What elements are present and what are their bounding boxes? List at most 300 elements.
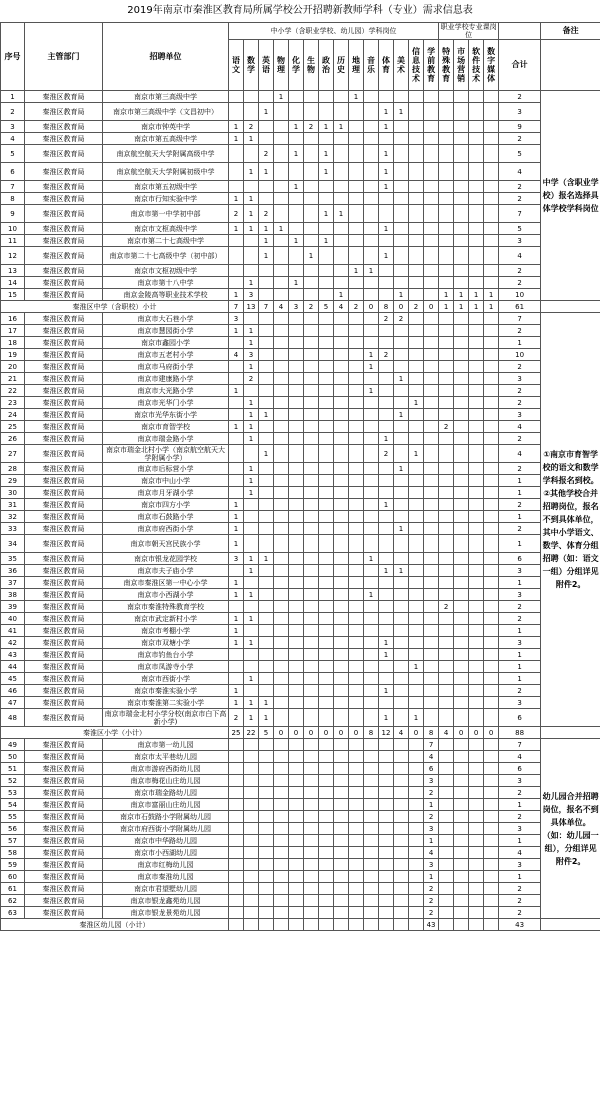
subtotal-count (334, 919, 349, 931)
cell-unit: 南京市文枢初级中学 (103, 265, 229, 277)
cell-count (304, 553, 319, 565)
cell-count (424, 577, 439, 589)
cell-count (334, 103, 349, 121)
cell-count (409, 673, 424, 685)
cell-dept: 秦淮区教育局 (25, 289, 103, 301)
cell-count (274, 739, 289, 751)
cell-dept: 秦淮区教育局 (25, 235, 103, 247)
cell-count (364, 871, 379, 883)
cell-count (469, 499, 484, 511)
cell-unit: 南京市大石巷小学 (103, 313, 229, 325)
cell-count (424, 499, 439, 511)
cell-count (319, 661, 334, 673)
cell-unit: 南京市第一中学初中部 (103, 205, 229, 223)
cell-count (394, 145, 409, 163)
cell-count (484, 895, 499, 907)
cell-count (484, 223, 499, 235)
cell-count (304, 181, 319, 193)
cell-count: 2 (304, 121, 319, 133)
cell-total: 7 (499, 739, 541, 751)
cell-count (409, 697, 424, 709)
cell-count: 1 (379, 685, 394, 697)
cell-count (409, 847, 424, 859)
cell-dept: 秦淮区教育局 (25, 313, 103, 325)
cell-count (259, 907, 274, 919)
cell-count (379, 409, 394, 421)
cell-unit: 南京市五老村小学 (103, 349, 229, 361)
cell-count: 1 (409, 397, 424, 409)
cell-count (424, 613, 439, 625)
cell-count (454, 907, 469, 919)
cell-count (439, 613, 454, 625)
table-row (1, 433, 600, 445)
cell-count (349, 337, 364, 349)
cell-count (274, 247, 289, 265)
cell-unit: 南京市慧园街小学 (103, 325, 229, 337)
cell-count (364, 613, 379, 625)
cell-count (259, 499, 274, 511)
cell-count (319, 223, 334, 235)
cell-count (394, 859, 409, 871)
table-row (1, 787, 600, 799)
cell-count: 1 (244, 565, 259, 577)
cell-count (484, 811, 499, 823)
cell-count (484, 235, 499, 247)
header-remark-blank (541, 40, 600, 91)
cell-count (319, 601, 334, 613)
header-subject: 英语 (259, 40, 274, 91)
cell-count (229, 673, 244, 685)
cell-count (304, 673, 319, 685)
cell-count (454, 313, 469, 325)
cell-count (424, 337, 439, 349)
cell-count (349, 751, 364, 763)
cell-unit: 南京市第五初级中学 (103, 181, 229, 193)
cell-count (454, 475, 469, 487)
cell-count (454, 133, 469, 145)
cell-count (439, 163, 454, 181)
cell-total: 4 (499, 847, 541, 859)
cell-count (364, 637, 379, 649)
cell-count: 1 (364, 589, 379, 601)
cell-unit: 南京市第二十七高级中学（初中部） (103, 247, 229, 265)
cell-count (259, 637, 274, 649)
cell-count: 1 (244, 475, 259, 487)
cell-dept: 秦淮区教育局 (25, 145, 103, 163)
cell-count (409, 265, 424, 277)
cell-count (424, 205, 439, 223)
cell-total: 1 (499, 661, 541, 673)
cell-count (244, 763, 259, 775)
cell-count (424, 193, 439, 205)
cell-total: 2 (499, 787, 541, 799)
cell-count (454, 103, 469, 121)
subtotal-count: 25 (229, 727, 244, 739)
subtotal-count: 2 (349, 301, 364, 313)
cell-count (439, 223, 454, 235)
cell-unit: 南京市鑫园小学 (103, 337, 229, 349)
cell-count: 1 (244, 697, 259, 709)
cell-count (274, 883, 289, 895)
cell-count (244, 313, 259, 325)
cell-count (454, 337, 469, 349)
cell-count (334, 247, 349, 265)
table-row (1, 565, 600, 577)
cell-count (244, 907, 259, 919)
cell-count (409, 523, 424, 535)
cell-count (409, 883, 424, 895)
cell-count (469, 265, 484, 277)
cell-count (379, 463, 394, 475)
cell-count: 1 (244, 613, 259, 625)
cell-count (259, 121, 274, 133)
cell-count (439, 103, 454, 121)
cell-count (379, 91, 394, 103)
cell-total: 2 (499, 895, 541, 907)
cell-count (394, 553, 409, 565)
cell-count (439, 511, 454, 523)
cell-count (244, 511, 259, 523)
subtotal-remark-blank (541, 301, 600, 313)
cell-count (229, 835, 244, 847)
cell-seq: 61 (1, 883, 25, 895)
cell-total: 3 (499, 103, 541, 121)
cell-total: 2 (499, 685, 541, 697)
cell-total: 3 (499, 697, 541, 709)
cell-count (304, 847, 319, 859)
cell-count (454, 121, 469, 133)
cell-count (484, 673, 499, 685)
cell-count (334, 475, 349, 487)
cell-count (394, 661, 409, 673)
cell-count (304, 799, 319, 811)
cell-unit: 南京市石鼓路小学附属幼儿园 (103, 811, 229, 823)
cell-count (469, 397, 484, 409)
table-row (1, 499, 600, 511)
header-subject: 地理 (349, 40, 364, 91)
table-row (1, 613, 600, 625)
cell-count (334, 883, 349, 895)
cell-count (379, 589, 394, 601)
cell-count: 1 (439, 289, 454, 301)
cell-count (289, 511, 304, 523)
cell-count (244, 523, 259, 535)
cell-unit: 南京市太平巷幼儿园 (103, 751, 229, 763)
cell-count (289, 625, 304, 637)
cell-count (319, 823, 334, 835)
cell-count (304, 265, 319, 277)
cell-count (319, 835, 334, 847)
cell-count (394, 709, 409, 727)
cell-count (274, 907, 289, 919)
cell-count (364, 133, 379, 145)
cell-count (394, 247, 409, 265)
cell-count (364, 487, 379, 499)
cell-count (484, 181, 499, 193)
cell-count (334, 445, 349, 463)
cell-count (274, 499, 289, 511)
cell-count (364, 421, 379, 433)
cell-count (364, 163, 379, 181)
table-row (1, 397, 600, 409)
cell-total: 1 (499, 487, 541, 499)
cell-seq: 20 (1, 361, 25, 373)
cell-unit: 南京市府西街小学附属幼儿园 (103, 823, 229, 835)
cell-count (319, 421, 334, 433)
cell-count (409, 193, 424, 205)
cell-count (454, 709, 469, 727)
cell-seq: 57 (1, 835, 25, 847)
cell-count: 1 (379, 223, 394, 235)
cell-count (439, 895, 454, 907)
cell-count (364, 511, 379, 523)
cell-count (334, 553, 349, 565)
cell-unit: 南京市小西湖小学 (103, 589, 229, 601)
table-row (1, 649, 600, 661)
cell-count (259, 193, 274, 205)
cell-count: 1 (244, 421, 259, 433)
cell-count: 1 (244, 487, 259, 499)
cell-count (454, 625, 469, 637)
cell-count (379, 487, 394, 499)
cell-count (274, 409, 289, 421)
subtotal-count (364, 919, 379, 931)
cell-count (244, 895, 259, 907)
cell-count (364, 811, 379, 823)
cell-dept: 秦淮区教育局 (25, 871, 103, 883)
cell-dept: 秦淮区教育局 (25, 739, 103, 751)
table-row (1, 577, 600, 589)
subtotal-count (259, 919, 274, 931)
cell-count (409, 463, 424, 475)
cell-count (439, 661, 454, 673)
cell-dept: 秦淮区教育局 (25, 895, 103, 907)
cell-dept: 秦淮区教育局 (25, 325, 103, 337)
cell-count (334, 373, 349, 385)
cell-count (469, 811, 484, 823)
cell-dept: 秦淮区教育局 (25, 625, 103, 637)
cell-count (409, 499, 424, 511)
cell-count (334, 409, 349, 421)
cell-unit: 南京市武定新村小学 (103, 613, 229, 625)
cell-count: 3 (424, 859, 439, 871)
cell-dept: 秦淮区教育局 (25, 277, 103, 289)
cell-dept: 秦淮区教育局 (25, 763, 103, 775)
table-row (1, 337, 600, 349)
cell-count (469, 337, 484, 349)
cell-count (454, 859, 469, 871)
cell-count (259, 373, 274, 385)
table-row (1, 751, 600, 763)
cell-count (454, 205, 469, 223)
cell-count: 1 (379, 247, 394, 265)
cell-count (439, 433, 454, 445)
table-body (1, 91, 600, 931)
cell-count (289, 133, 304, 145)
cell-count (454, 685, 469, 697)
cell-count (259, 535, 274, 553)
cell-count (364, 907, 379, 919)
table-row (1, 163, 600, 181)
header-subject: 历史 (334, 40, 349, 91)
cell-count (349, 289, 364, 301)
cell-unit: 南京市秦淮特殊教育学校 (103, 601, 229, 613)
cell-count (304, 871, 319, 883)
cell-count (289, 649, 304, 661)
cell-count (319, 673, 334, 685)
cell-count (394, 775, 409, 787)
cell-count (349, 589, 364, 601)
cell-count (229, 859, 244, 871)
cell-count (484, 463, 499, 475)
cell-count (424, 247, 439, 265)
cell-count: 1 (319, 205, 334, 223)
cell-total: 2 (499, 397, 541, 409)
cell-count (274, 787, 289, 799)
cell-count: 1 (349, 265, 364, 277)
cell-count (319, 535, 334, 553)
cell-count: 1 (454, 289, 469, 301)
cell-count (364, 697, 379, 709)
cell-dept: 秦淮区教育局 (25, 637, 103, 649)
cell-count (289, 739, 304, 751)
cell-count (259, 289, 274, 301)
cell-count (274, 463, 289, 475)
cell-seq: 54 (1, 799, 25, 811)
cell-dept: 秦淮区教育局 (25, 361, 103, 373)
subtotal-count: 0 (334, 727, 349, 739)
cell-seq: 55 (1, 811, 25, 823)
cell-count (274, 775, 289, 787)
cell-count (394, 811, 409, 823)
cell-seq: 30 (1, 487, 25, 499)
cell-count (289, 697, 304, 709)
cell-count (469, 409, 484, 421)
cell-count (304, 565, 319, 577)
cell-count (289, 661, 304, 673)
cell-count (229, 277, 244, 289)
cell-count (469, 883, 484, 895)
cell-total: 5 (499, 145, 541, 163)
cell-count (304, 313, 319, 325)
cell-count (484, 625, 499, 637)
cell-count (229, 181, 244, 193)
cell-unit: 南京市第三高级中学（文昌初中） (103, 103, 229, 121)
cell-count (349, 685, 364, 697)
cell-total: 2 (499, 883, 541, 895)
cell-seq: 58 (1, 847, 25, 859)
cell-unit: 南京市秦淮实验小学 (103, 685, 229, 697)
cell-count (484, 103, 499, 121)
subtotal-row (1, 301, 600, 313)
subtotal-count: 0 (454, 727, 469, 739)
cell-count (469, 277, 484, 289)
cell-count (439, 475, 454, 487)
cell-count (244, 847, 259, 859)
table-row (1, 823, 600, 835)
cell-count (289, 673, 304, 685)
subtotal-label: 秦淮区小学（小计） (1, 727, 229, 739)
cell-count (409, 235, 424, 247)
cell-count (349, 277, 364, 289)
cell-count (394, 847, 409, 859)
cell-count (439, 751, 454, 763)
cell-unit: 南京市富丽山庄幼儿园 (103, 799, 229, 811)
header-subject: 体育 (379, 40, 394, 91)
cell-count (469, 223, 484, 235)
cell-count (424, 637, 439, 649)
cell-count (379, 511, 394, 523)
cell-count (454, 193, 469, 205)
cell-count (364, 193, 379, 205)
cell-count (304, 91, 319, 103)
cell-seq: 10 (1, 223, 25, 235)
subtotal-count (469, 919, 484, 931)
cell-count: 1 (379, 181, 394, 193)
cell-count (484, 589, 499, 601)
subtotal-count (409, 919, 424, 931)
cell-count: 1 (259, 235, 274, 247)
cell-unit: 南京市凤游寺小学 (103, 661, 229, 673)
table-row (1, 685, 600, 697)
cell-count (454, 823, 469, 835)
cell-seq: 24 (1, 409, 25, 421)
cell-count (274, 433, 289, 445)
cell-dept: 秦淮区教育局 (25, 697, 103, 709)
cell-count (304, 625, 319, 637)
cell-count (229, 787, 244, 799)
cell-count (229, 847, 244, 859)
cell-dept: 秦淮区教育局 (25, 499, 103, 511)
cell-count (409, 145, 424, 163)
cell-seq: 40 (1, 613, 25, 625)
cell-count (349, 325, 364, 337)
cell-count (334, 523, 349, 535)
cell-count: 1 (424, 835, 439, 847)
cell-count (244, 625, 259, 637)
cell-count: 1 (394, 463, 409, 475)
cell-unit: 南京市四方小学 (103, 499, 229, 511)
cell-count (319, 871, 334, 883)
cell-count (274, 361, 289, 373)
table-row (1, 235, 600, 247)
cell-count (319, 859, 334, 871)
cell-count (364, 475, 379, 487)
cell-count: 1 (229, 223, 244, 235)
cell-dept: 秦淮区教育局 (25, 811, 103, 823)
cell-count (244, 835, 259, 847)
cell-count (244, 103, 259, 121)
cell-count (484, 871, 499, 883)
cell-count (274, 121, 289, 133)
cell-count: 1 (229, 121, 244, 133)
cell-seq: 15 (1, 289, 25, 301)
subtotal-count: 5 (319, 301, 334, 313)
cell-count (469, 445, 484, 463)
cell-count (259, 337, 274, 349)
cell-count (469, 907, 484, 919)
cell-count (454, 835, 469, 847)
cell-count (259, 577, 274, 589)
cell-count (289, 637, 304, 649)
cell-count (439, 625, 454, 637)
cell-count (484, 145, 499, 163)
subtotal-row (1, 727, 600, 739)
cell-seq: 33 (1, 523, 25, 535)
cell-count (334, 709, 349, 727)
cell-count (259, 883, 274, 895)
cell-count (424, 349, 439, 361)
